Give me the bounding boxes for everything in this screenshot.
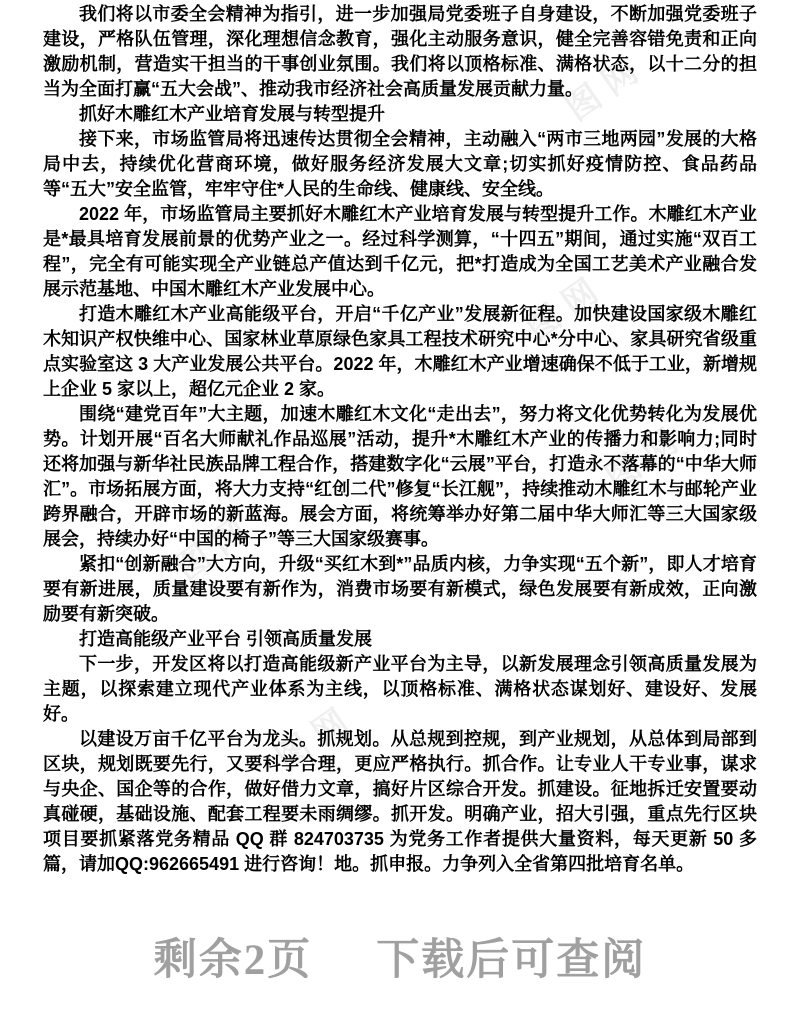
section-heading-industry: 抓好木雕红木产业培育发展与转型提升	[79, 104, 385, 124]
paragraph-2022-plan: 2022 年，市场监管局主要抓好木雕红木产业培育发展与转型提升工作。木雕红木产业是*最具培育发展前景的优势产业之一。经过科学测算，“十四五”期间，通过实施“双百工程”，完全有可能实现全产业链总产值达到千亿元，把*打造成为全国工艺美术产业融合发展示范基地、中国木雕红木产业发展中心。	[43, 204, 757, 299]
preview-footer	[0, 926, 800, 987]
watermark-text: 图网	[269, 696, 363, 779]
paragraph-platform: 打造木雕红木产业高能级平台，开启“千亿产业”发展新征程。加快建设国家级木雕红木知识产权快维中心、国家林业草原绿色家具工程技术研究中心*分中心、家具研究省级重点实验室这 3 大产业发展公共平台。2022 年，木雕红木产业增速确保不低于工业，新增规上企业 5 家以上，超亿元企业 2 家。	[43, 304, 757, 399]
watermark-text: 图网	[519, 266, 613, 349]
document-content	[43, 2, 757, 877]
paragraph-culture: 围绕“建党百年”大主题，加速木雕红木文化“走出去”，努力将文化优势转化为发展优势。计划开展“百名大师献礼作品巡展”活动，提升*木雕红木产业的传播力和影响力;同时还将加强与新华社民族品牌工程合作，搭建数字化“云展”平台，打造永不落幕的“中华大师汇”。市场拓展方面，将大力支持“红创二代”修复“长江舰”，持续推动木雕红木与邮轮产业跨界融合，开辟市场的新蓝海。展会方面，将统筹举办好第二届中华大师汇等三大国家级展会，持续办好“中国的椅子”等三大国家级赛事。	[43, 404, 757, 549]
paragraph-four-grabs: 以建设万亩千亿平台为龙头。抓规划。从总规到控规，到产业规划，从总体到局部到区块，规划既要先行，又要科学合理，更应严格执行。抓合作。让专业人干专业事，谋求与央企、国企等的合作，做好借力文章，搞好片区综合开发。抓建设。征地拆迁安置要动真碰硬，基础设施、配套工程要未雨绸缪。抓开发。明确产业，招大引强，重点先行区块项目要抓紧落党务精品 QQ 群 824703735 为党务工作者提供大量资料，每天更新 50 多篇，请加QQ:962665491 进行咨询！地。抓申报。力争列入全省第四批培育名单。	[43, 729, 757, 874]
remaining-pages-label: 剩余2页	[153, 937, 313, 984]
paragraph-dev-zone: 下一步，开发区将以打造高能级新产业平台为主导，以新发展理念引领高质量发展为主题，以探索建立现代产业体系为主线，以顶格标准、满格状态谋划好、建设好、发展好。	[43, 654, 757, 724]
paragraph-five-new: 紧扣“创新融合”大方向，升级“买红木到*”品质内核，力争实现“五个新”，即人才培育要有新进展，质量建设要有新作为，消费市场要有新模式，绿色发展要有新成效，正向激励要有新突破。	[43, 554, 757, 624]
download-hint-label: 下载后可查阅	[376, 937, 647, 984]
watermark-text: 图网	[169, 506, 263, 589]
paragraph-next-steps: 接下来，市场监管局将迅速传达贯彻全会精神，主动融入“两市三地两园”发展的大格局中去，持续优化营商环境，做好服务经济发展大文章;切实抓好疫情防控、食品药品等“五大”安全监管，牢牢守住*人民的生命线、健康线、安全线。	[43, 129, 757, 199]
section-heading-high-quality: 打造高能级产业平台 引领高质量发展	[79, 629, 372, 649]
paragraph-intro: 我们将以市委全会精神为指引，进一步加强局党委班子自身建设，不断加强党委班子建设，严格队伍管理，深化理想信念教育，强化主动服务意识，健全完善容错免责和正向激励机制，营造实干担当的干事创业氛围。我们将以顶格标准、满格状态，以十二分的担当为全面打赢“五大会战”、推动我市经济社会高质量发展贡献力量。	[43, 4, 757, 99]
watermark-text: 图网	[599, 416, 693, 499]
watermark-text: 图网	[559, 46, 653, 129]
